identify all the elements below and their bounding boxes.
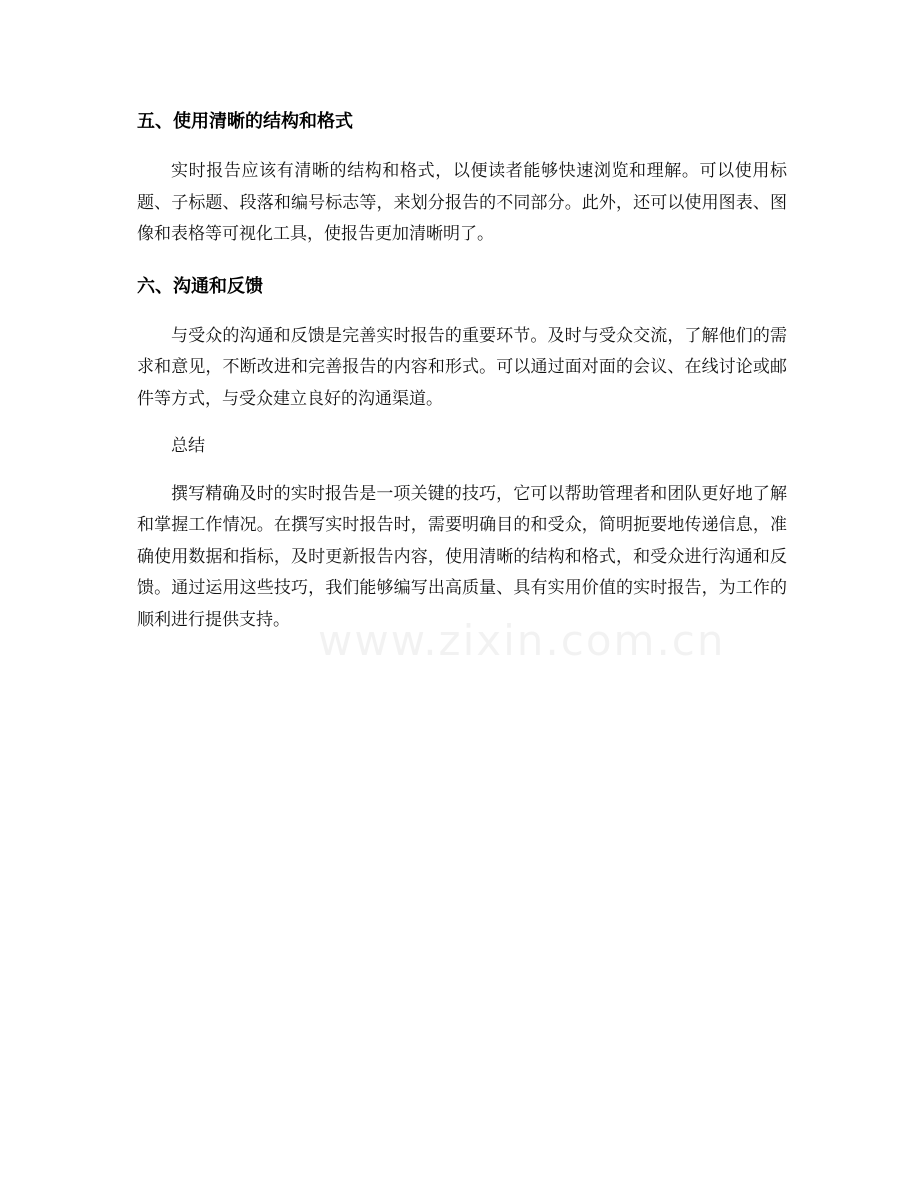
summary-label: 总结 bbox=[171, 436, 205, 456]
section-six-heading: 六、沟通和反馈 bbox=[137, 275, 263, 297]
watermark: www.zixin.com.cn bbox=[318, 616, 726, 665]
section-five-heading: 五、使用清晰的结构和格式 bbox=[137, 111, 353, 132]
section-six-paragraph: 与受众的沟通和反馈是完善实时报告的重要环节。及时与受众交流，了解他们的需求和意见，不断改进和完善报告的内容和形式。可以通过面对面的会议、在线讨论或邮件等方式，与受众建立良好的沟通渠道。 bbox=[137, 325, 787, 409]
document-body bbox=[137, 104, 787, 636]
summary-paragraph: 撰写精确及时的实时报告是一项关键的技巧，它可以帮助管理者和团队更好地了解和掌握工作情况。在撰写实时报告时，需要明确目的和受众，简明扼要地传递信息，准确使用数据和指标，及时更新报告内容，使用清晰的结构和格式，和受众进行沟通和反馈。通过运用这些技巧，我们能够编写出高质量、具有实用价值的实时报告，为工作的顺利进行提供支持。 bbox=[137, 483, 787, 630]
section-five-paragraph: 实时报告应该有清晰的结构和格式，以便读者能够快速浏览和理解。可以使用标题、子标题、段落和编号标志等，来划分报告的不同部分。此外，还可以使用图表、图像和表格等可视化工具，使报告更加清晰明了。 bbox=[137, 161, 787, 244]
